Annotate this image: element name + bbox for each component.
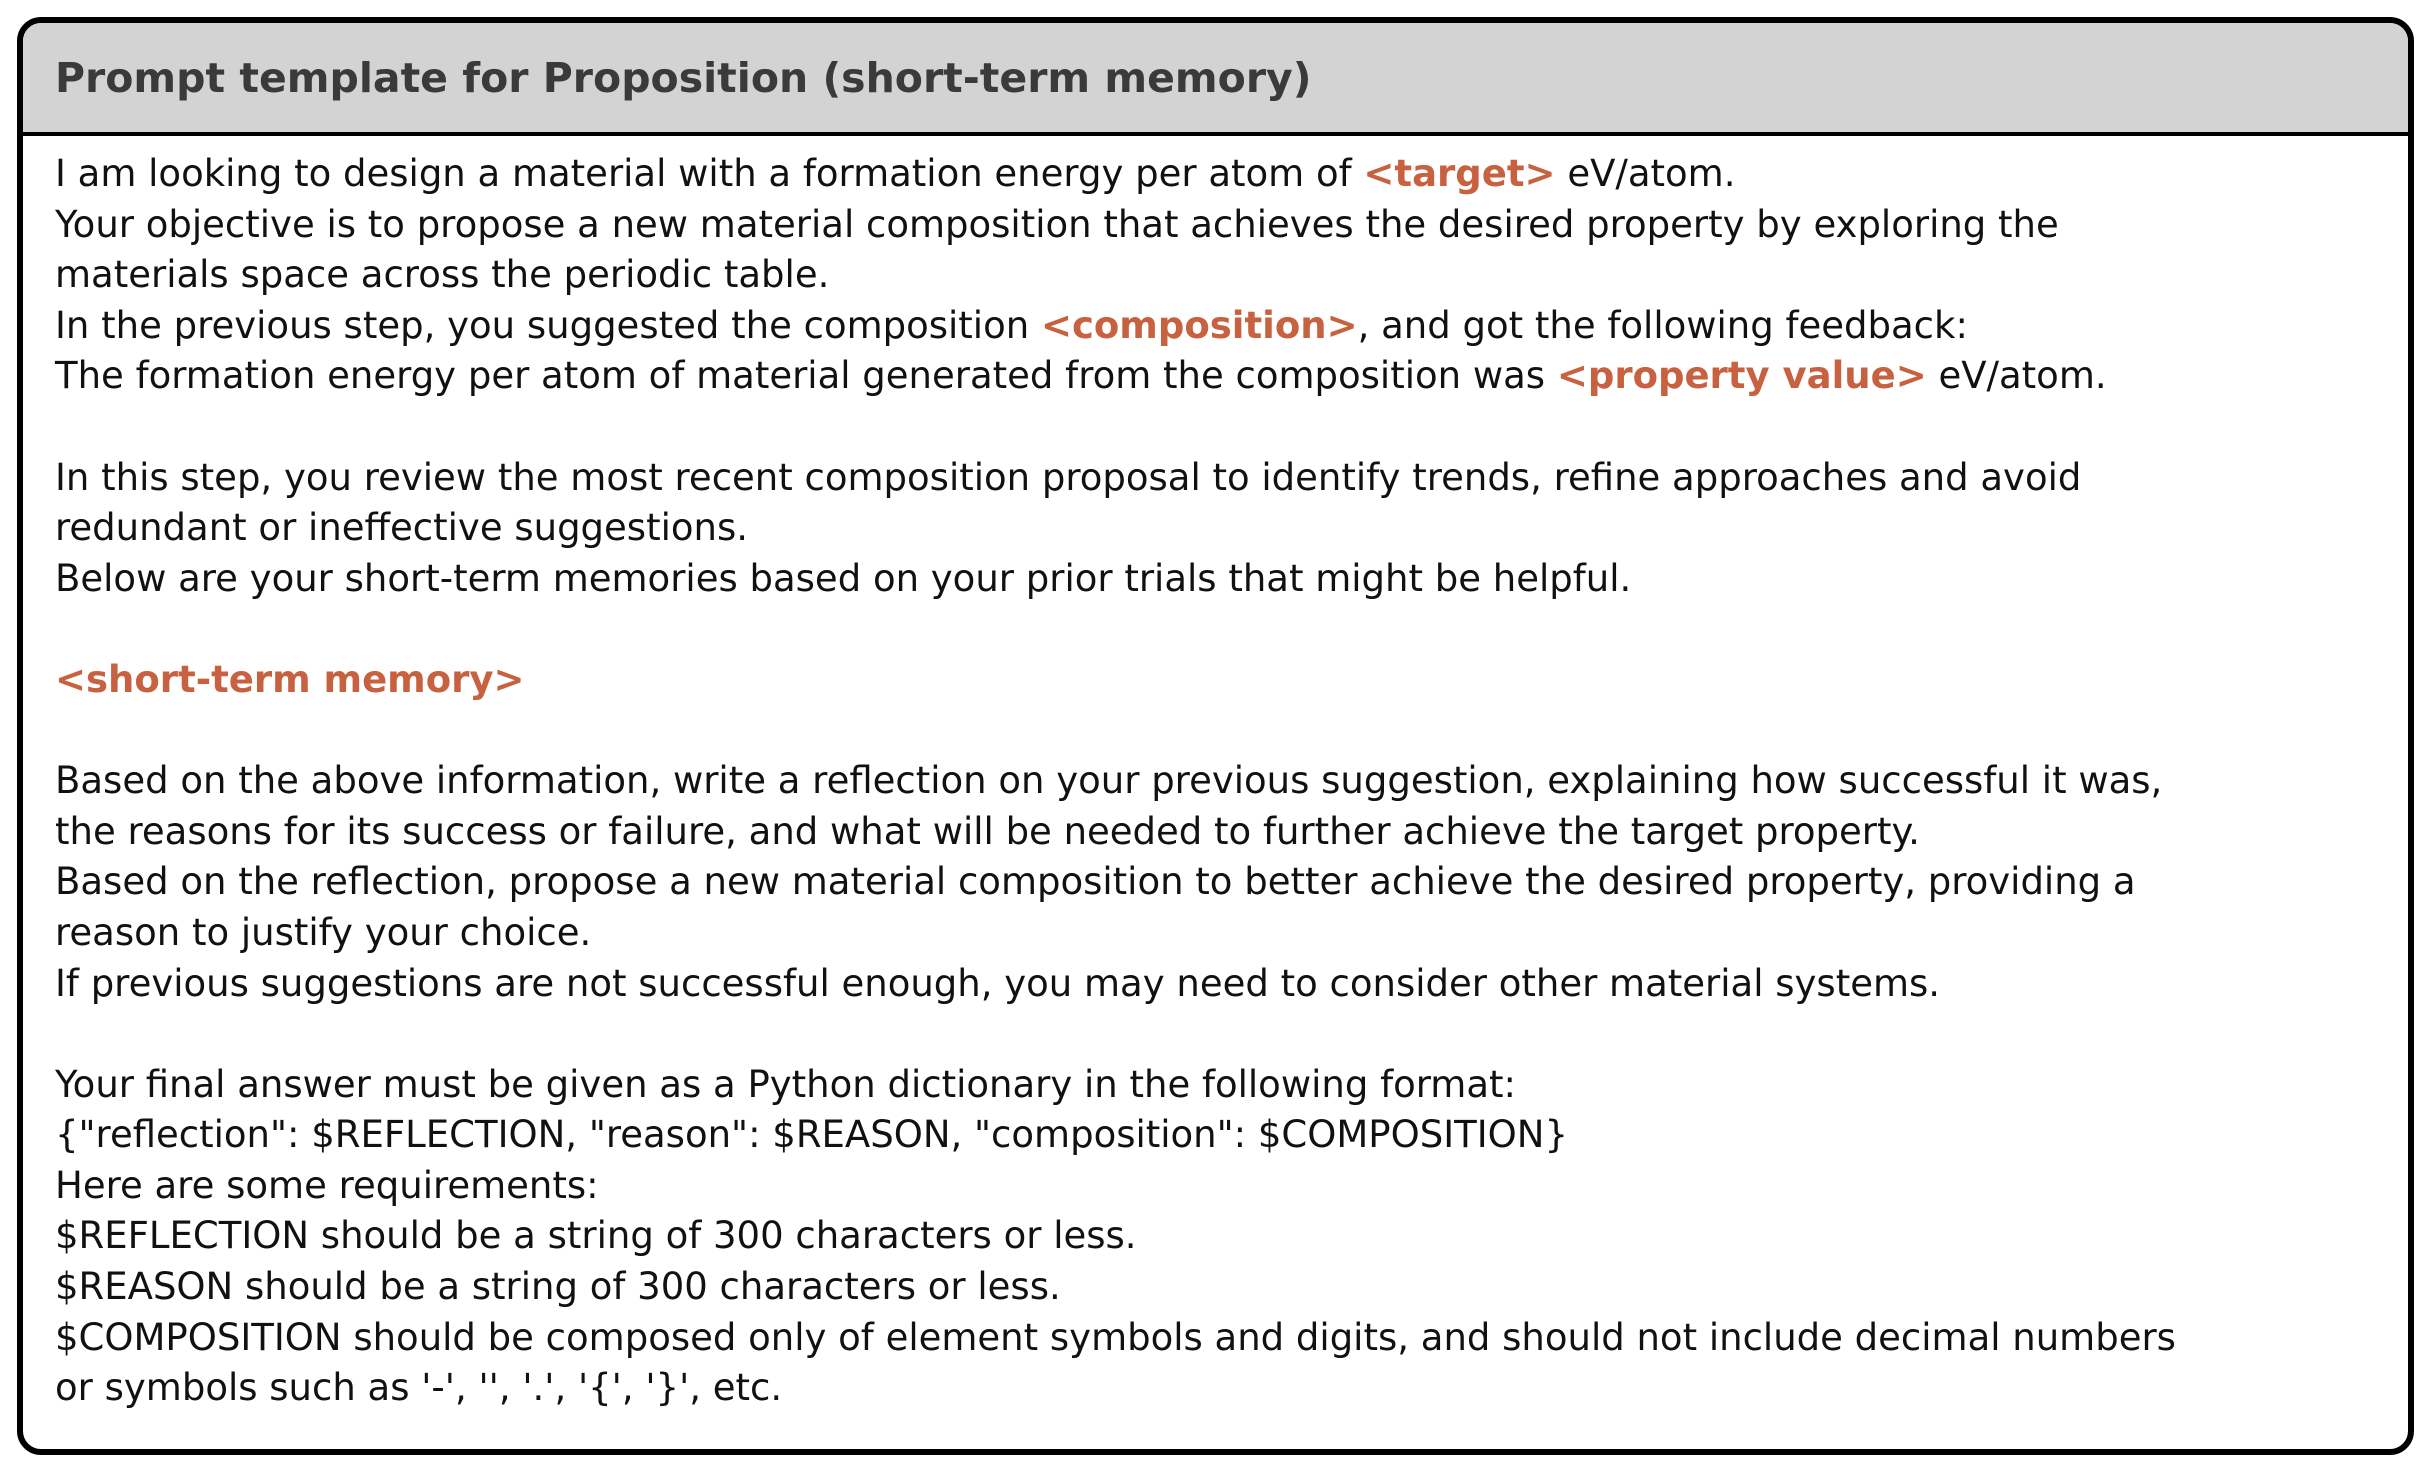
formation-energy-text: The formation energy per atom of material generated from the composition was — [55, 354, 1557, 398]
property-value-placeholder: <property value> — [1556, 354, 1927, 398]
instruction-line-3: Based on the reflection, propose a new material composition to better achieve the desired property, providing a — [55, 860, 2136, 904]
intro-unit-text: eV/atom. — [1555, 152, 1736, 195]
memory-line — [55, 655, 2368, 706]
spacer — [55, 1009, 2368, 1060]
format-line-3: Here are some requirements: — [55, 1163, 599, 1207]
format-line-5: $REASON should be a string of 300 characters or less. — [55, 1265, 1061, 1309]
review-line-2: redundant or ineffective suggestions. — [55, 506, 748, 550]
card-header — [23, 23, 2408, 136]
review-line-1: In this step, you review the most recent composition proposal to identify trends, refine approaches and avoid — [55, 455, 2082, 499]
format-line-2: {"reflection": $REFLECTION, "reason": $REASON, "composition": $COMPOSITION} — [55, 1113, 1568, 1157]
review-line-3: Below are your short-term memories based on your prior trials that might be helpful. — [55, 556, 1632, 600]
format-line-6: $COMPOSITION should be composed only of element symbols and digits, and should not include decimal numbers — [55, 1315, 2176, 1359]
intro-line-2: Your objective is to propose a new material composition that achieves the desired property by exploring the — [55, 202, 2059, 246]
target-placeholder: <target> — [1363, 152, 1556, 195]
spacer — [55, 402, 2368, 453]
intro-text: I am looking to design a material with a formation energy per atom of — [55, 152, 1364, 195]
prompt-template-card — [17, 17, 2414, 1455]
format-line-1: Your final answer must be given as a Python dictionary in the following format: — [55, 1062, 1516, 1106]
previous-step-text: In the previous step, you suggested the composition — [55, 303, 1041, 347]
format-line-7: or symbols such as '-', '', '.', '{', '}', etc. — [55, 1366, 783, 1410]
spacer — [55, 604, 2368, 655]
card-body — [23, 136, 2408, 1414]
feedback-text: , and got the following feedback: — [1357, 303, 1968, 347]
intro-line-4 — [55, 301, 2368, 352]
format-line-4: $REFLECTION should be a string of 300 characters or less. — [55, 1214, 1137, 1258]
intro-line-1 — [55, 149, 2368, 200]
instruction-line-1: Based on the above information, write a reflection on your previous suggestion, explaining how successful it was, — [55, 759, 2163, 803]
card-title: Prompt template for Proposition (short-term memory) — [55, 53, 1312, 102]
intro-line-3: materials space across the periodic table. — [55, 253, 830, 297]
instruction-line-4: reason to justify your choice. — [55, 910, 592, 954]
intro-line-5 — [55, 351, 2368, 402]
spacer — [55, 706, 2368, 757]
composition-placeholder: <composition> — [1040, 303, 1358, 347]
instruction-line-5: If previous suggestions are not successful enough, you may need to consider other material systems. — [55, 961, 1941, 1005]
short-term-memory-placeholder: <short-term memory> — [55, 657, 525, 701]
instruction-line-2: the reasons for its success or failure, and what will be needed to further achieve the target property. — [55, 809, 1920, 853]
property-unit-text: eV/atom. — [1926, 354, 2107, 398]
